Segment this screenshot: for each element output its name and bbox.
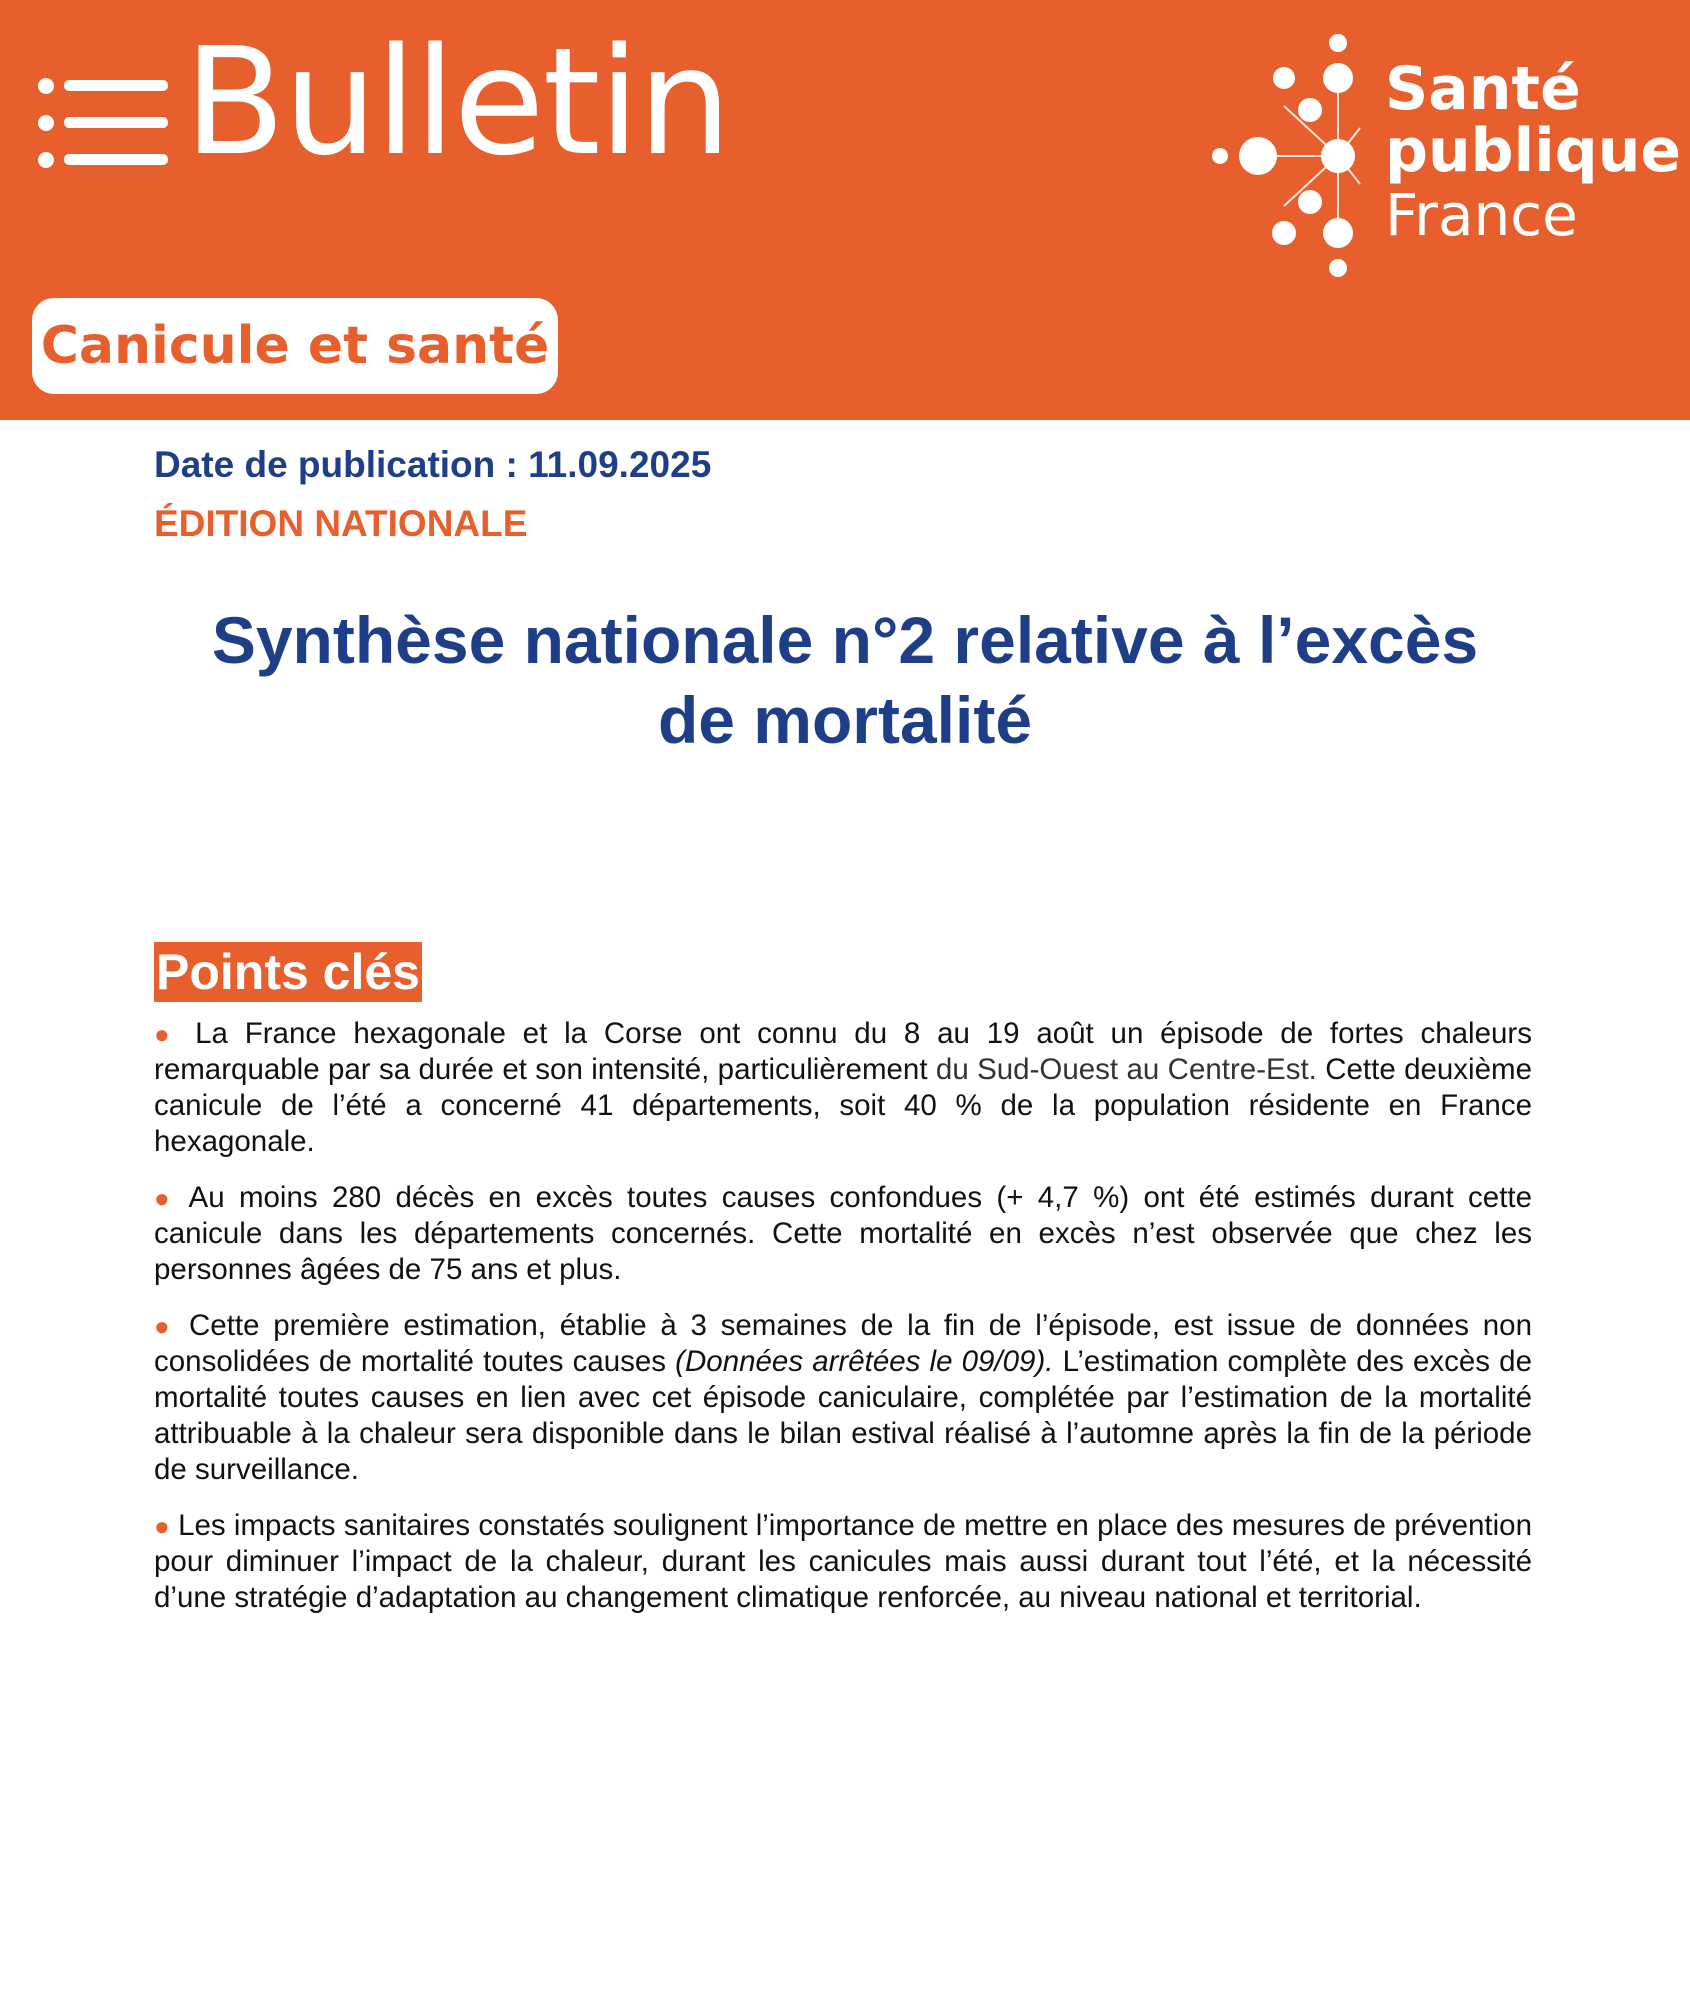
key-point-region: du Sud-Ouest au Centre-Est. (935, 1053, 1317, 1086)
key-point-4 (154, 1508, 1532, 1616)
points-cles-heading: Points clés (156, 944, 420, 1000)
logo-line-publique: publique (1385, 116, 1682, 186)
key-point-3 (154, 1308, 1532, 1488)
page-title (140, 600, 1550, 760)
title-line-2: de mortalité (657, 683, 1033, 757)
publication-date: Date de publication : 11.09.2025 (154, 444, 712, 485)
header-banner (0, 0, 1690, 420)
key-point-text: Au moins 280 décès en excès toutes causes confondues (+ 4,7 %) ont été estimés durant cette canicule dans les départements concernés. Cette mortalité en excès n’est observée que chez les personnes âgées de 75 ans et plus. (154, 1181, 1533, 1286)
key-points-list (154, 1016, 1532, 1636)
bullet-dot-icon: ● (154, 1511, 170, 1541)
topic-tag (32, 298, 558, 394)
list-icon (38, 74, 168, 172)
key-point-data-note: (Données arrêtées le 09/09). (675, 1345, 1054, 1378)
topic-tag-label: Canicule et santé (40, 316, 550, 376)
logo-line-sante: Santé (1385, 54, 1581, 124)
key-point-text: Les impacts sanitaires constatés soulignent l’importance de mettre en place des mesures de prévention pour diminuer l’impact de la chaleur, durant les canicules mais aussi durant tout l’été, et la nécessité d’une stratégie d’adaptation au changement climatique renforcée, au niveau national et territorial. (154, 1509, 1532, 1614)
key-point-text: La France hexagonale et la Corse ont connu du 8 au 19 août un épisode de fortes chaleurs remarquable par sa durée et son intensité, particulièrement (154, 1017, 1532, 1086)
bullet-dot-icon: ● (154, 1019, 179, 1049)
key-point-text-after: L’estimation complète des excès de mortalité toutes causes en lien avec cet épisode caniculaire, complétée par l’estimation de la mortalité attribuable à la chaleur sera disponible dans le bilan estival réalisé à l’automne après la fin de la période de surveillance. (154, 1345, 1532, 1486)
key-point-text: Cette première estimation, établie à 3 semaines de la fin de l’épisode, est issue de données non consolidées de mortalité toutes causes (154, 1309, 1532, 1378)
logo-text (1385, 54, 1682, 249)
edition-label: ÉDITION NATIONALE (154, 503, 528, 544)
key-point-text-after: Cette deuxième canicule de l’été a concerné 41 départements, soit 40 % de la population résidente en France hexagonale. (154, 1053, 1532, 1158)
key-point-1 (154, 1016, 1532, 1160)
title-line-1: Synthèse nationale n°2 relative à l’excès (211, 603, 1479, 677)
bullet-dot-icon: ● (154, 1311, 176, 1341)
key-point-2 (154, 1180, 1532, 1288)
logo-line-france: France (1385, 181, 1578, 249)
bullet-dot-icon: ● (154, 1183, 176, 1213)
bulletin-label: Bulletin (184, 16, 730, 188)
